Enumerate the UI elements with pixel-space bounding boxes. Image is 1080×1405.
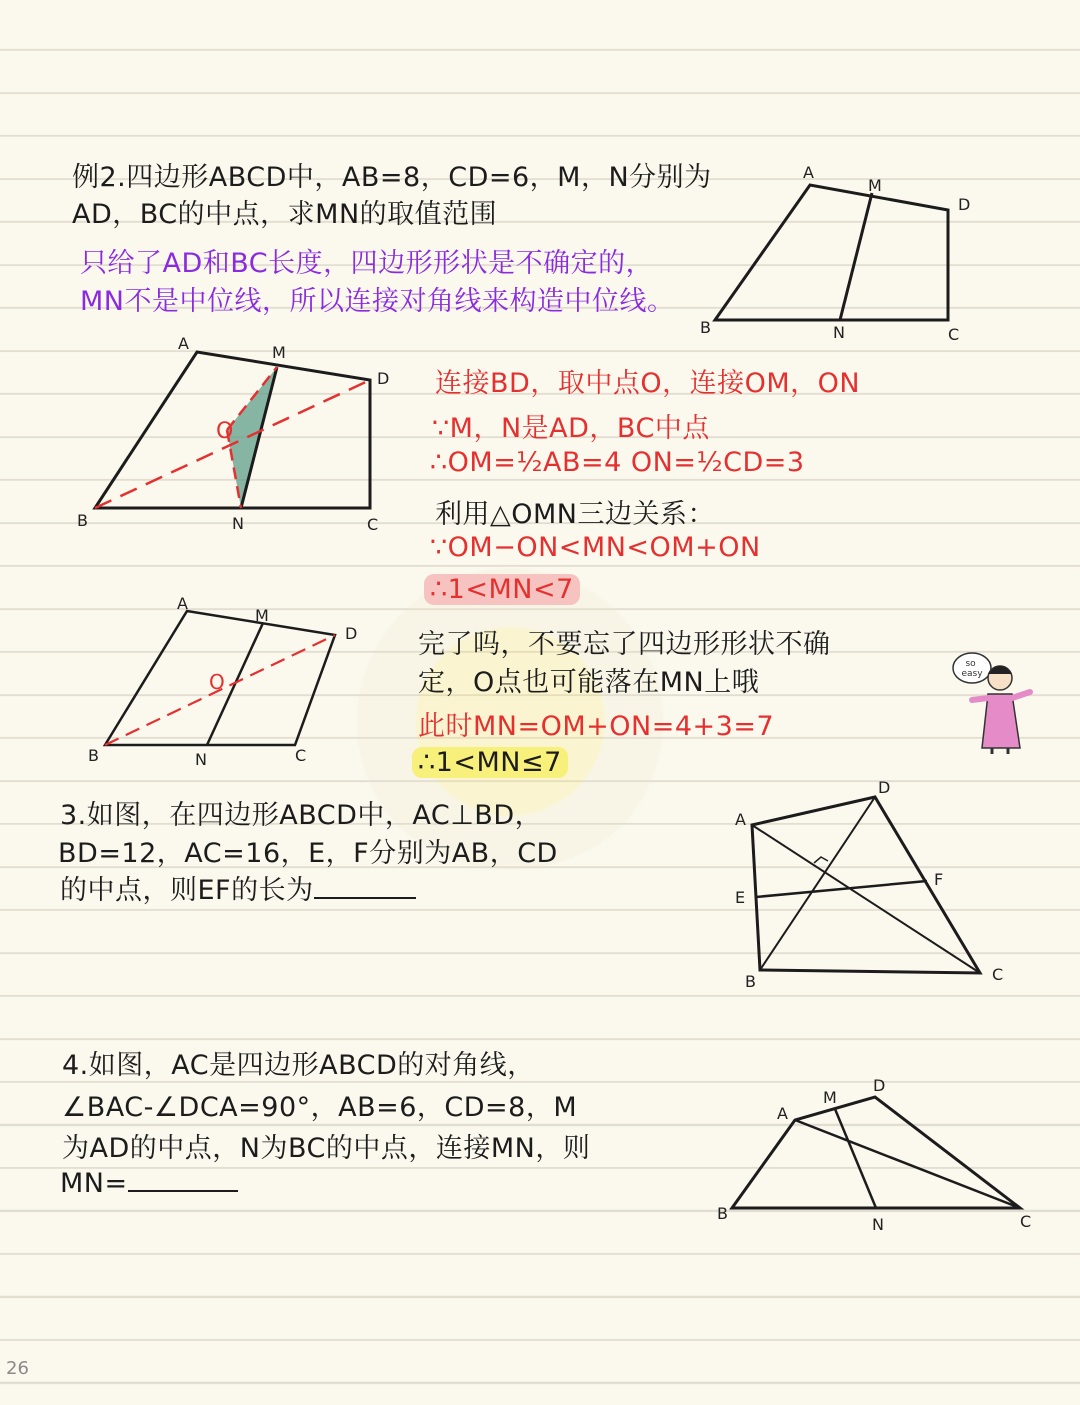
solution-line-6 (424, 574, 580, 605)
label-m: M (868, 176, 882, 195)
label-c: C (295, 746, 307, 765)
bubble-text-easy: easy (961, 669, 983, 679)
solution-line-2: ∵M，N是AD，BC中点 (432, 413, 710, 444)
q3-line-3-text: 的中点，则EF的长为 (60, 875, 314, 906)
diagonal-ac (795, 1120, 1020, 1208)
label-b: B (745, 972, 756, 991)
ex2-question-line-1: 例2.四边形ABCD中，AB=8，CD=6，M，N分别为 (72, 162, 712, 193)
ex2-question-line-2: AD，BC的中点，求MN的取值范围 (72, 199, 498, 230)
label-m: M (255, 606, 269, 625)
triangle-omn-shade (227, 367, 277, 508)
label-b: B (88, 746, 99, 765)
figure-ex2-quadrilateral (700, 160, 980, 350)
label-o: O (216, 419, 234, 444)
ex2-hint-line-1: 只给了AD和BC长度，四边形形状是不确定的， (80, 248, 654, 279)
q4-answer-blank[interactable] (128, 1168, 238, 1192)
solution-result-highlight: ∴1<MN<7 (424, 574, 580, 605)
diagonal-bd (760, 797, 875, 970)
note-line-4 (412, 747, 568, 778)
label-d: D (873, 1076, 886, 1095)
page-number: 26 (6, 1358, 29, 1379)
label-o: O (209, 670, 225, 694)
quad-shape (715, 185, 948, 320)
label-n: N (232, 514, 244, 533)
label-c: C (948, 325, 960, 344)
label-a: A (735, 810, 746, 829)
note-result-highlight: ∴1<MN≤7 (412, 747, 568, 778)
label-c: C (992, 965, 1004, 984)
note-line-1: 完了吗，不要忘了四边形形状不确 (418, 629, 831, 660)
solution-line-5: ∵OM−ON<MN<OM+ON (430, 532, 761, 563)
q4-line-4-text: MN= (60, 1168, 128, 1199)
q3-line-2: BD=12，AC=16，E，F分别为AB，CD (58, 838, 558, 869)
label-d: D (345, 624, 358, 643)
label-a: A (803, 163, 814, 182)
q4-line-4 (60, 1168, 238, 1199)
label-a: A (177, 594, 188, 613)
q4-line-1: 4.如图，AC是四边形ABCD的对角线， (62, 1050, 535, 1081)
label-a: A (777, 1104, 788, 1123)
figure-q4 (715, 1075, 1035, 1235)
solution-line-1: 连接BD，取中点O，连接OM，ON (435, 368, 861, 399)
note-line-3: 此时MN=OM+ON=4+3=7 (418, 711, 775, 742)
bubble-text-so: so (965, 659, 976, 669)
character-robe (982, 694, 1020, 748)
label-n: N (195, 750, 207, 769)
diagonal-ac (752, 825, 980, 973)
right-angle-mark (814, 857, 828, 863)
quad-shape (752, 797, 980, 973)
q3-line-3 (60, 868, 416, 907)
q4-line-2: ∠BAC-∠DCA=90°，AB=6，CD=8，M (62, 1092, 578, 1123)
label-d: D (958, 195, 971, 214)
label-b: B (700, 318, 711, 337)
figure-ex2-o-on-mn (85, 595, 375, 775)
cartoon-character-illustration (950, 648, 1045, 758)
q4-line-3: 为AD的中点，N为BC的中点，连接MN，则 (62, 1133, 591, 1164)
label-n: N (872, 1215, 884, 1234)
q3-answer-blank[interactable] (314, 875, 416, 899)
solution-line-4: 利用△OMN三边关系： (435, 499, 716, 530)
solution-line-3: ∴OM=½AB=4 ON=½CD=3 (430, 447, 805, 478)
figure-ex2-diagonal (75, 330, 405, 540)
figure-q3 (730, 775, 1020, 1000)
q3-line-1: 3.如图，在四边形ABCD中，AC⊥BD， (60, 800, 543, 831)
label-c: C (1020, 1212, 1032, 1231)
segment-mn (835, 1109, 876, 1208)
label-d: D (878, 778, 891, 797)
label-b: B (717, 1204, 728, 1223)
label-m: M (823, 1088, 837, 1107)
segment-mn (840, 193, 872, 320)
label-m: M (272, 343, 286, 362)
note-line-2: 定，O点也可能落在MN上哦 (418, 667, 760, 698)
label-e: E (735, 888, 746, 907)
label-a: A (178, 334, 189, 353)
label-c: C (367, 515, 379, 534)
label-f: F (934, 870, 944, 889)
label-b: B (77, 511, 88, 530)
label-n: N (833, 323, 845, 342)
label-d: D (377, 369, 390, 388)
ex2-hint-line-2: MN不是中位线，所以连接对角线来构造中位线。 (80, 286, 675, 317)
